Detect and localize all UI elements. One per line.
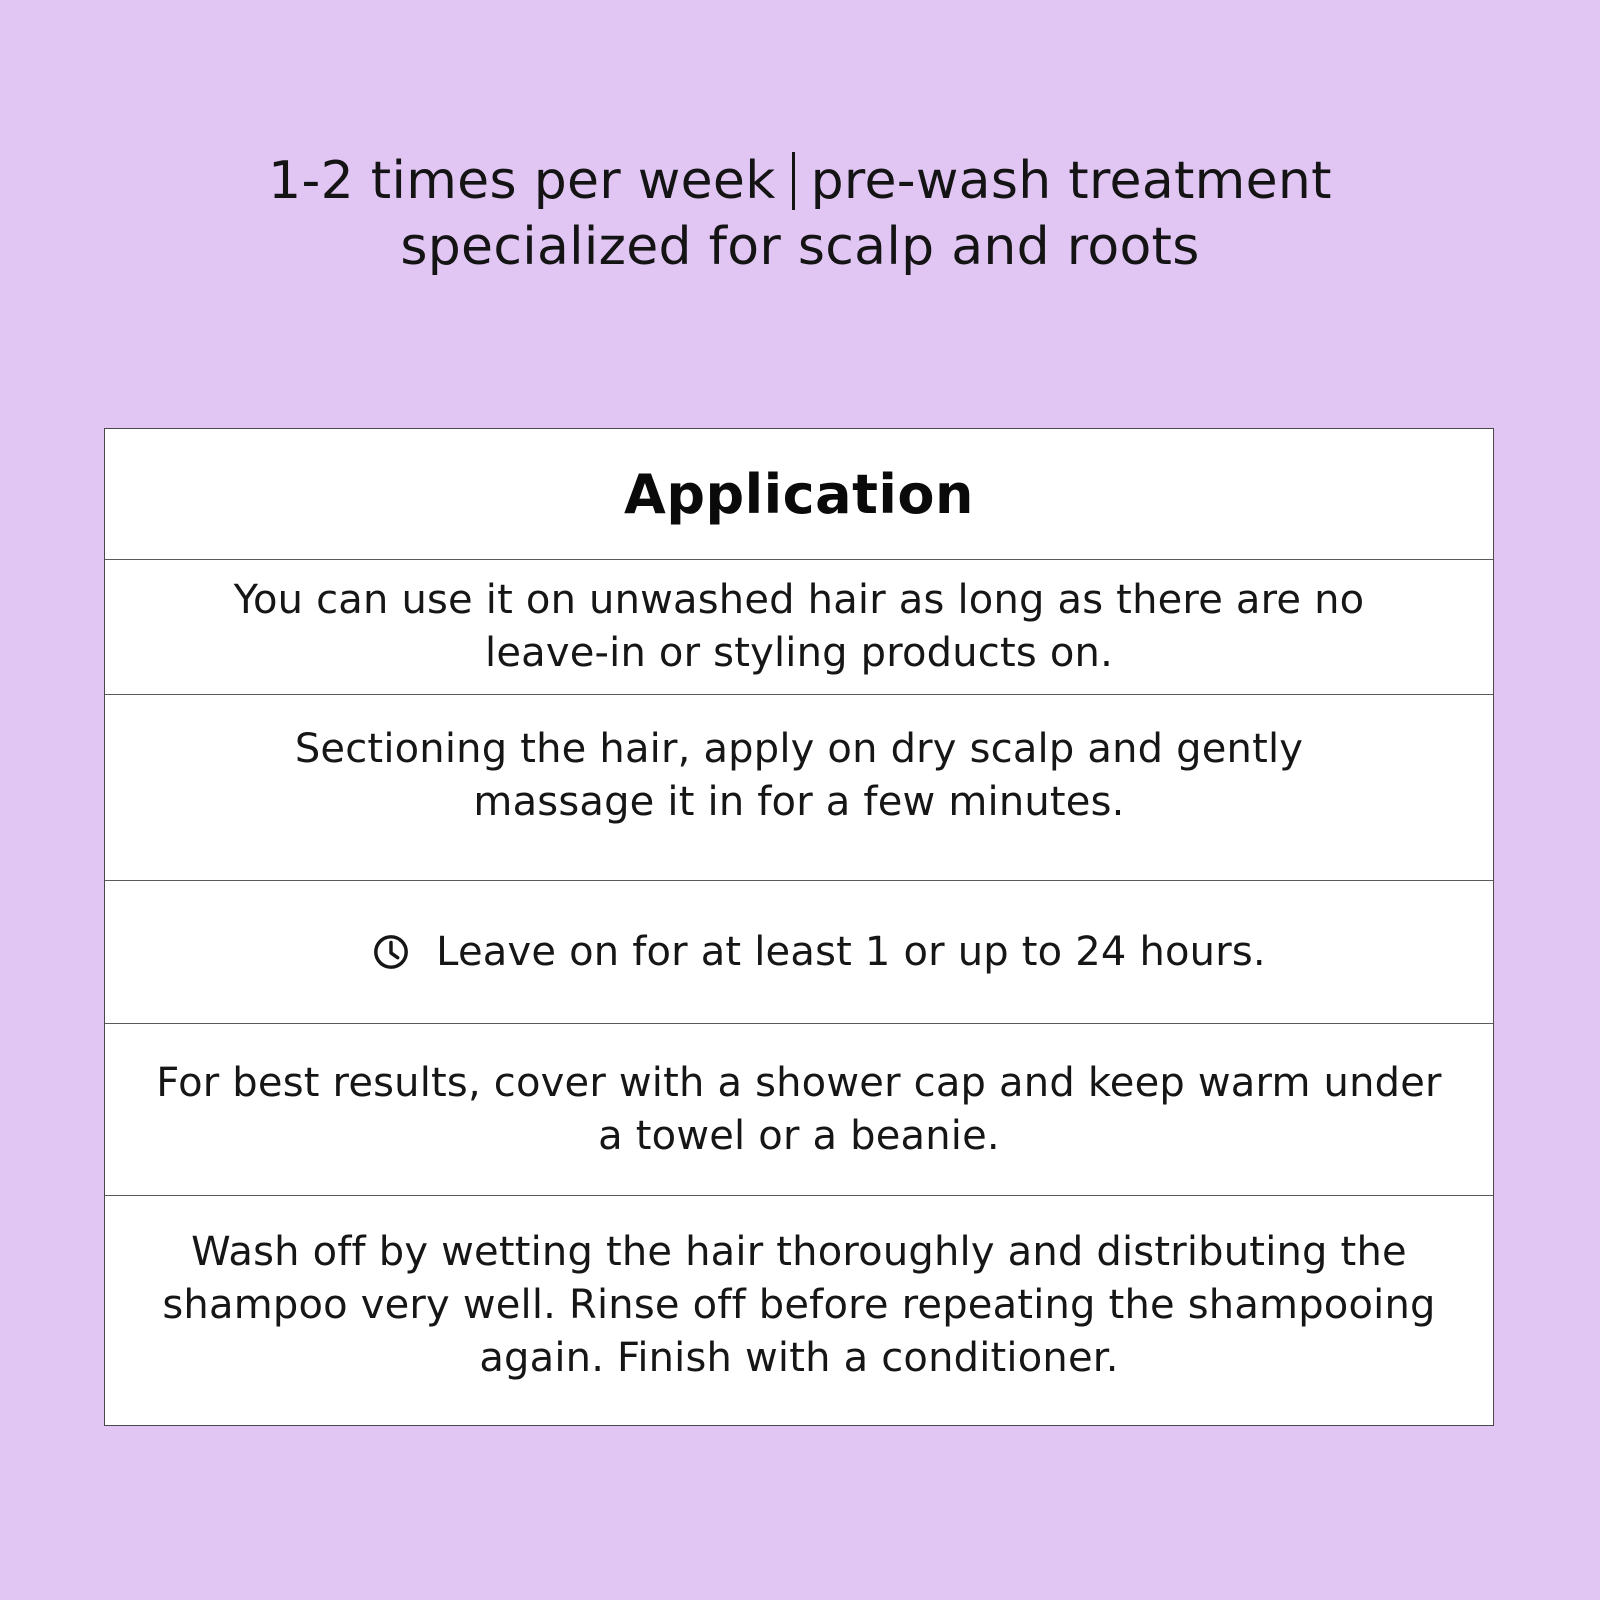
headline-line-1 xyxy=(0,148,1600,214)
treatment-type-text: pre-wash treatment xyxy=(810,151,1332,211)
headline xyxy=(0,148,1600,280)
table-header-row xyxy=(105,429,1493,560)
step-row-1 xyxy=(105,560,1493,695)
step-row-2 xyxy=(105,695,1493,881)
frequency-text: 1-2 times per week xyxy=(268,151,776,211)
step-1-line-2: leave-in or styling products on. xyxy=(485,630,1113,676)
step-text-1 xyxy=(234,574,1365,680)
table-title: Application xyxy=(624,462,974,526)
step-4-line-1: For best results, cover with a shower cap and keep warm under xyxy=(156,1059,1442,1106)
step-2-line-1: Sectioning the hair, apply on dry scalp and gently xyxy=(294,725,1304,772)
step-5-line-1: Wash off by wetting the hair thoroughly and distributing the xyxy=(191,1229,1407,1275)
step-text-3 xyxy=(372,926,1266,979)
step-5-line-3: again. Finish with a conditioner. xyxy=(479,1335,1119,1381)
step-3-line-1: Leave on for at least 1 or up to 24 hours. xyxy=(436,928,1266,975)
step-row-4 xyxy=(105,1024,1493,1196)
headline-line-2: specialized for scalp and roots xyxy=(400,217,1200,277)
step-row-3 xyxy=(105,881,1493,1024)
step-text-2 xyxy=(295,723,1303,829)
application-table xyxy=(104,428,1494,1426)
step-2-line-2: massage it in for a few minutes. xyxy=(473,778,1125,825)
clock-icon xyxy=(372,933,410,971)
step-row-5 xyxy=(105,1196,1493,1425)
step-4-line-2: a towel or a beanie. xyxy=(598,1112,1000,1159)
headline-separator xyxy=(792,152,795,210)
step-1-line-1: You can use it on unwashed hair as long as there are no xyxy=(233,577,1365,623)
step-5-line-2: shampoo very well. Rinse off before repeating the shampooing xyxy=(162,1282,1436,1328)
step-text-4 xyxy=(156,1057,1441,1163)
step-text-5 xyxy=(162,1226,1435,1385)
